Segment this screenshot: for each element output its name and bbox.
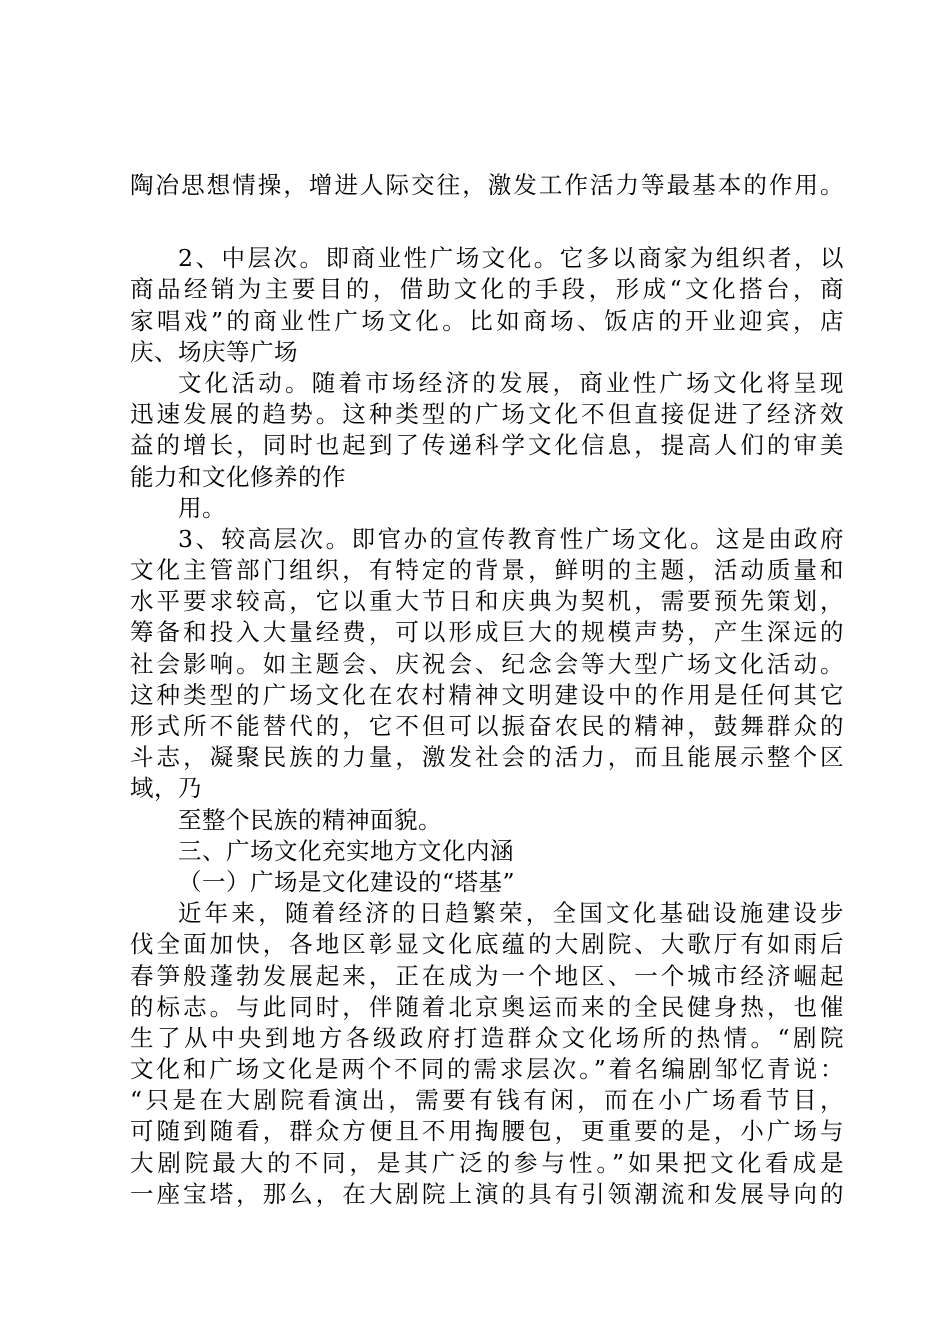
text-line: 庆、场庆等广场 bbox=[130, 337, 298, 366]
text-line: 能力和文化修养的作 bbox=[130, 462, 346, 491]
text-line: 一座宝塔，那么，在大剧院上演的具有引领潮流和发展导向的 bbox=[130, 1179, 844, 1208]
text-line: 益的增长，同时也起到了传递科学文化信息，提高人们的审美 bbox=[130, 431, 844, 460]
document-body bbox=[130, 170, 844, 1210]
text-line: 迅速发展的趋势。这种类型的广场文化不但直接促进了经济效 bbox=[130, 400, 844, 429]
text-line: 近年来，随着经济的日趋繁荣，全国文化基础设施建设步 bbox=[178, 899, 844, 928]
text-line: 伐全面加快，各地区彰显文化底蕴的大剧院、大歌厅有如雨后 bbox=[130, 930, 844, 959]
text-line: “只是在大剧院看演出，需要有钱有闲，而在小广场看节目， bbox=[130, 1086, 844, 1115]
text-line: 2、中层次。即商业性广场文化。它多以商家为组织者，以 bbox=[178, 244, 844, 273]
text-line: 家唱戏”的商业性广场文化。比如商场、饭店的开业迎宾，店 bbox=[130, 306, 844, 335]
text-line: 这种类型的广场文化在农村精神文明建设中的作用是任何其它 bbox=[130, 680, 844, 709]
text-line: 可随到随看，群众方便且不用掏腰包，更重要的是，小广场与 bbox=[130, 1117, 844, 1146]
text-line: 形式所不能替代的，它不但可以振奋农民的精神，鼓舞群众的 bbox=[130, 712, 844, 740]
text-line: 春笋般蓬勃发展起来，正在成为一个地区、一个城市经济崛起 bbox=[130, 961, 844, 990]
text-line: 商品经销为主要目的，借助文化的手段，形成“文化搭台，商 bbox=[130, 275, 844, 304]
text-line: 筹备和投入大量经费，可以形成巨大的规模声势，产生深远的 bbox=[130, 618, 844, 647]
text-line: 斗志，凝聚民族的力量，激发社会的活力，而且能展示整个区 bbox=[130, 743, 844, 772]
text-line: 至整个民族的精神面貌。 bbox=[178, 805, 442, 834]
text-line: 3、较高层次。即官办的宣传教育性广场文化。这是由政府 bbox=[178, 524, 844, 553]
text-line: 生了从中央到地方各级政府打造群众文化场所的热情。“剧院 bbox=[130, 1023, 844, 1052]
text-line: 三、广场文化充实地方文化内涵 bbox=[178, 836, 514, 865]
text-line: 文化和广场文化是两个不同的需求层次。”着名编剧邹忆青说： bbox=[130, 1055, 844, 1084]
text-line: 文化主管部门组织，有特定的背景，鲜明的主题，活动质量和 bbox=[130, 556, 844, 585]
text-line: 用。 bbox=[178, 493, 226, 522]
paragraph-gap bbox=[130, 201, 844, 243]
text-line: 社会影响。如主题会、庆祝会、纪念会等大型广场文化活动。 bbox=[130, 649, 844, 678]
text-line: 文化活动。随着市场经济的发展，商业性广场文化将呈现 bbox=[178, 368, 844, 397]
text-line: 水平要求较高，它以重大节日和庆典为契机，需要预先策划， bbox=[130, 587, 844, 616]
text-line: 陶冶思想情操，增进人际交往，激发工作活力等最基本的作用。 bbox=[130, 171, 844, 199]
text-line: 大剧院最大的不同，是其广泛的参与性。”如果把文化看成是 bbox=[130, 1148, 844, 1177]
text-line: 域，乃 bbox=[130, 774, 202, 803]
text-line: 的标志。与此同时，伴随着北京奥运而来的全民健身热，也催 bbox=[130, 992, 844, 1021]
text-line: （一）广场是文化建设的“塔基” bbox=[178, 867, 516, 896]
